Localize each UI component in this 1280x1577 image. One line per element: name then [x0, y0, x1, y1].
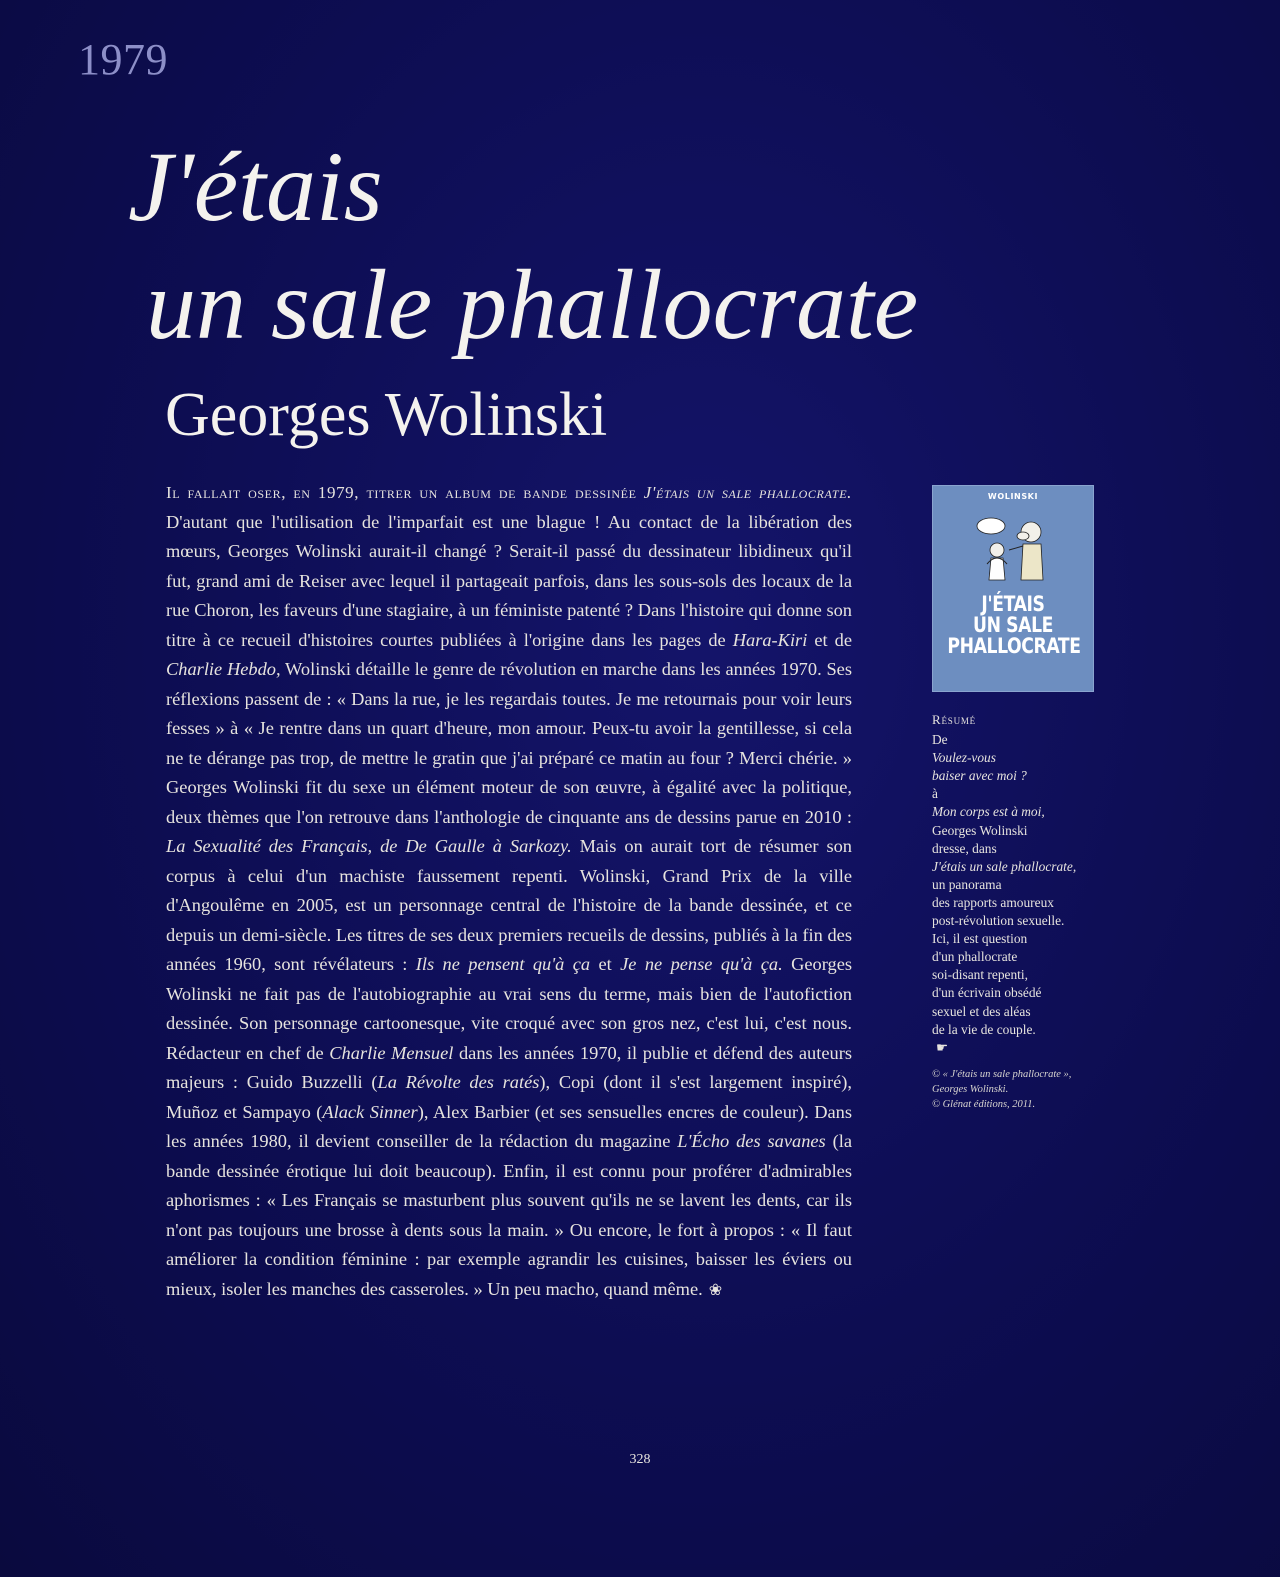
- work-title: L'Écho des savanes: [677, 1131, 826, 1151]
- body-segment: ), Copi (dont il s'est largement inspiré), Muñoz et Sampayo (: [166, 1072, 852, 1122]
- cover-title: [947, 592, 1081, 658]
- summary-work-title: J'étais un sale phallocrate,: [932, 858, 1077, 874]
- work-title: Alack Sinner: [322, 1101, 418, 1122]
- summary-line: [932, 1021, 1097, 1057]
- article-body: [166, 478, 852, 1305]
- book-cover: [932, 485, 1094, 692]
- body-segment: et de: [807, 629, 853, 650]
- article-title: [128, 128, 928, 364]
- title-line-2: un sale phallocrate: [146, 249, 919, 360]
- end-flower-icon: ❀: [708, 1281, 723, 1299]
- summary-line: post-révolution sexuelle.: [932, 913, 1065, 929]
- summary-heading: Résumé: [932, 712, 976, 727]
- work-title: La Sexualité des Français, de De Gaulle à Sarkozy.: [166, 836, 572, 856]
- credit-line: © « J'étais un sale phallocrate »,: [932, 1068, 1072, 1080]
- cover-title-line-2: UN SALE: [972, 613, 1053, 637]
- credit-line: © Glénat éditions, 2011.: [932, 1098, 1036, 1110]
- body-segment: Wolinski détaille le genre de révolution en marche dans les années 1970. Ses réflexions passent de : « Dans la rue, je les regardais toutes. Je me retournais pour voir leurs fesses » à « Je rentre dans un quart d'heure, mon amour. Peux-tu avoir la gentillesse, si cela ne te dérange pas trop, de mettre le gratin que j'ai préparé ce matin au four ? Merci chérie. » Georges Wolinski fit du sexe un élément moteur de son œuvre, à égalité avec la politique, deux thèmes que l'on retrouve dans l'anthologie de cinquante ans de dessins parue en 2010 :: [166, 659, 852, 827]
- image-credit: [932, 1067, 1097, 1112]
- pointing-hand-icon: ☛: [936, 1039, 949, 1055]
- summary-text: [932, 731, 1097, 1057]
- summary-line: des rapports amoureux: [932, 894, 1054, 910]
- cover-title-line-3: PHALLOCRATE: [947, 634, 1081, 658]
- summary-line: [932, 858, 1097, 876]
- body-segment: dans les années 1970, il publie et défend des auteurs majeurs : Guido Buzzelli (: [166, 1042, 852, 1092]
- body-segment: Mais on aurait tort de résumer son corpus à celui d'un machiste faussement repenti. Wolinski, Grand Prix de la ville d'Angoulême en 2005, est un personnage central de l'histoire de la bande dessinée, et ce depuis un demi-siècle. Les titres de ses deux premiers recueils de dessins, publiés à la fin des années 1960, sont révélateurs :: [166, 836, 852, 974]
- credit-line: Georges Wolinski.: [932, 1083, 1009, 1095]
- summary-sidebar: [932, 711, 1097, 1112]
- summary-fragment: de la vie de couple.: [932, 1021, 1036, 1037]
- summary-line: un panorama: [932, 876, 1002, 892]
- summary-line: [932, 731, 1097, 767]
- work-title: Charlie Hebdo,: [166, 659, 281, 679]
- summary-fragment: à: [932, 786, 938, 802]
- work-title: Je ne pense qu'à ça.: [620, 954, 783, 974]
- work-title: La Révolte des ratés: [377, 1072, 540, 1092]
- page-number: 328: [629, 1452, 651, 1467]
- summary-line: d'un phallocrate: [932, 949, 1018, 965]
- author-name: Georges Wolinski: [165, 381, 608, 449]
- work-title: Hara-Kiri: [732, 629, 808, 650]
- body-segment: D'autant que l'utilisation de l'imparfait est une blague ! Au contact de la libération des mœurs, Georges Wolinski aurait-il changé ? Serait-il passé du dessinateur libidineux qu'il fut, grand ami de Reiser avec lequel il partageait parfois, dans les sous-sols des locaux de la rue Choron, les faveurs d'une stagiaire, à un féministe patenté ? Dans l'histoire qui donne son titre à ce recueil d'histoires courtes publiées à l'origine dans les pages de: [166, 511, 852, 650]
- body-segment: (la bande dessinée érotique lui doit beaucoup). Enfin, il est connu pour proférer d'admirables aphorismes : « Les Français se masturbent plus souvent qu'ils ne se lavent les dents, car ils n'ont pas toujours une brosse à dents sous la main. » Ou encore, le fort à propos : « Il faut améliorer la condition féminine : par exemple agrandir les cuisines, baisser les éviers ou mieux, isoler les manches des casseroles. » Un peu macho, quand même.: [166, 1131, 852, 1299]
- year-label: 1979: [78, 35, 168, 84]
- body-segment: ), Alex Barbier (et ses sensuelles encres de couleur). Dans les années 1980, il devient conseiller de la rédaction du magazine: [166, 1101, 852, 1151]
- summary-line: d'un écrivain obsédé: [932, 985, 1042, 1001]
- summary-work-title: baiser avec moi ?: [932, 768, 1027, 784]
- summary-line: Georges Wolinski: [932, 822, 1028, 838]
- lead-in: Il fallait oser, en 1979, titrer un album de bande dessinée: [166, 483, 637, 502]
- summary-fragment: De: [932, 732, 948, 748]
- summary-line: sexuel et des aléas: [932, 1003, 1031, 1019]
- work-title: Charlie Mensuel: [329, 1042, 454, 1063]
- body-segment: Georges Wolinski ne fait pas de l'autobiographie au vrai sens du terme, mais bien de l'autofiction dessinée. Son personnage cartoonesque, vite croqué avec son gros nez, c'est lui, c'est nous. Rédacteur en chef de: [166, 954, 853, 1063]
- summary-line: Ici, il est question: [932, 931, 1028, 947]
- title-line-1: J'étais: [128, 131, 383, 242]
- body-segment: et: [590, 954, 621, 974]
- cover-title-line-1: J'ÉTAIS: [981, 592, 1045, 616]
- summary-work-title: Voulez-vous: [932, 750, 996, 766]
- summary-line: dresse, dans: [932, 840, 997, 856]
- cover-illustration-icon: [969, 506, 1059, 586]
- summary-line: soi-disant repenti,: [932, 967, 1028, 983]
- lead-title: J'étais un sale phallocrate.: [643, 483, 852, 502]
- cover-author: WOLINSKI: [987, 492, 1039, 501]
- work-title: Ils ne pensent qu'à ça: [415, 954, 591, 974]
- summary-line: [932, 767, 1097, 785]
- summary-line: [932, 785, 1097, 821]
- summary-work-title: Mon corps est à moi,: [932, 804, 1045, 820]
